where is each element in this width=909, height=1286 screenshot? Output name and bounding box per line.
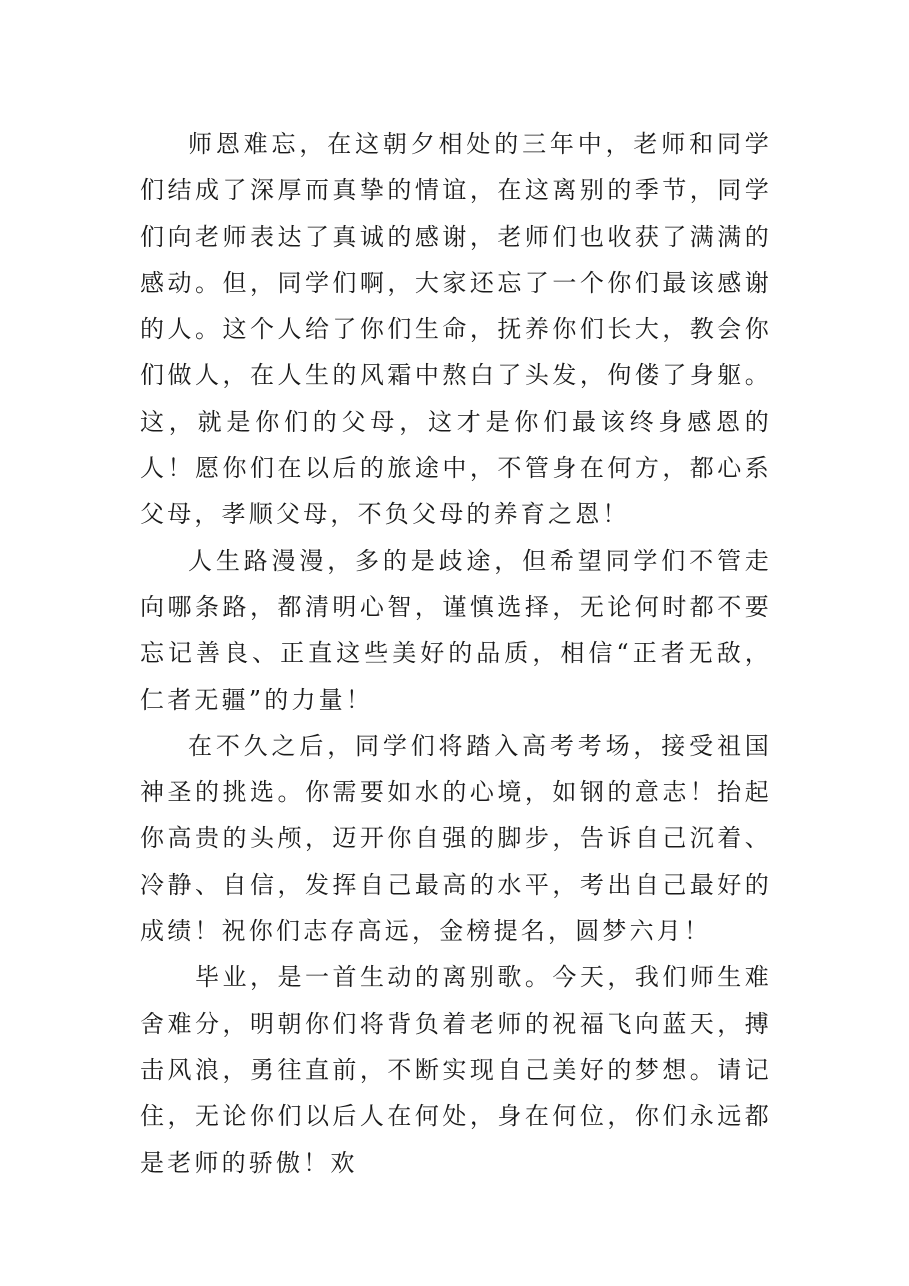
- paragraph-gratitude-parents: 师恩难忘，在这朝夕相处的三年中，老师和同学们结成了深厚而真挚的情谊，在这离别的季节，同学们向老师表达了真诚的感谢，老师们也收获了满满的感动。但，同学们啊，大家还忘了一个你们最该感谢的人。这个人给了你们生命，抚养你们长大，教会你们做人，在人生的风霜中熬白了头发，佝偻了身躯。这，就是你们的父母，这才是你们最该终身感恩的人！愿你们在以后的旅途中，不管身在何方，都心系父母，孝顺父母，不负父母的养育之恩！: [140, 130, 772, 529]
- paragraph-exam-wishes: 在不久之后，同学们将踏入高考考场，接受祖国神圣的挑选。你需要如水的心境，如钢的意志！抬起你高贵的头颅，迈开你自强的脚步，告诉自己沉着、冷静、自信，发挥自己最高的水平，考出自己最好的成绩！祝你们志存高远，金榜提名，圆梦六月！: [140, 731, 772, 946]
- paragraph-life-path: 人生路漫漫，多的是歧途，但希望同学们不管走向哪条路，都清明心智，谨慎选择，无论何时都不要忘记善良、正直这些美好的品质，相信“正者无敌，仁者无疆”的力量！: [140, 546, 772, 714]
- document-body: [140, 121, 772, 1186]
- paragraph-graduation-farewell: 毕业，是一首生动的离别歌。今天，我们师生难舍难分，明朝你们将背负着老师的祝福飞向蓝天，搏击风浪，勇往直前，不断实现自己美好的梦想。请记住，无论你们以后人在何处，身在何位，你们永远都是老师的骄傲！欢: [140, 963, 772, 1177]
